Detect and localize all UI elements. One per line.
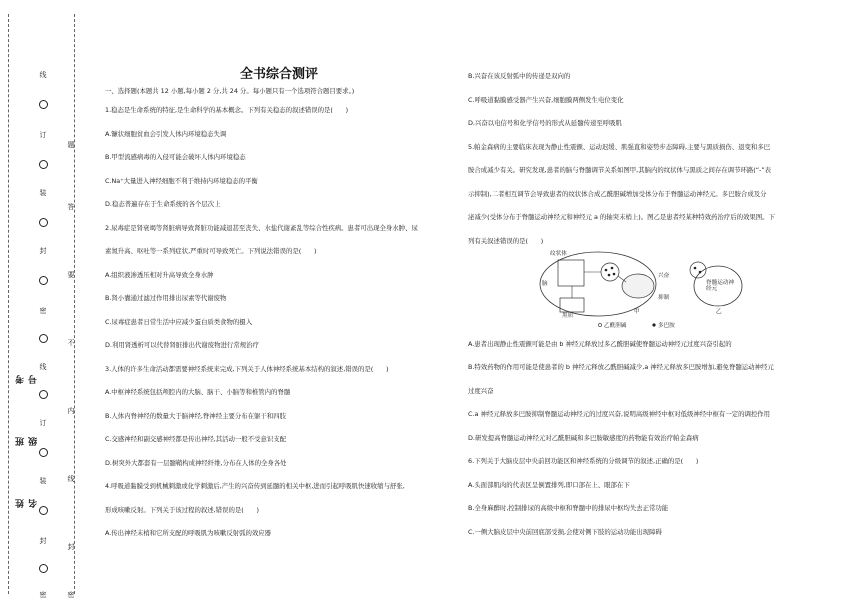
fig-caption-dopamine: 多巴胺 [658, 322, 675, 329]
seal-char: 密 [39, 307, 47, 315]
question-line: D.研发提高脊髓运动神经元对乙酰胆碱和多巴胺敏感度的药物能有效治疗帕金森病 [468, 433, 699, 442]
seal-char: 装 [39, 477, 47, 485]
note-char: 封 [67, 543, 75, 551]
section-heading: 一、选择题(本题共 12 小题,每小题 2 分,共 24 分。每小题只有一个选项符合题目要求。) [105, 87, 355, 95]
question-line: A.传出神经末梢和它所支配的呼吸肌为咳嗽反射弧的效应器 [105, 529, 272, 537]
note-char: 密 [67, 591, 75, 599]
fig-label-jia: 甲 [634, 308, 640, 315]
question-line: A.组织液渗透压相对升高导致全身水肿 [105, 270, 214, 279]
question-line: 6.下列关于大脑皮层中央前回功能区和神经系统的分级调节的叙述,正确的是( ) [468, 457, 699, 465]
question-line: D.树突外大都套有一层髓鞘构成神经纤维,分布在人体的全身各处 [105, 458, 287, 467]
seal-char: 封 [39, 247, 47, 255]
spinal-motor-neuron-icon [622, 274, 654, 298]
question-line: A.镰状细胞贫血会引发人体内环境稳态失调 [105, 129, 227, 138]
question-line: 泌减少(受体分布于脊髓运动神经元和神经元 a 的轴突末梢上)。图乙是患者经某种特效药治疗后的效果图。下 [468, 213, 775, 221]
question-line: B.肾小囊通过滤过作用排出尿素等代谢废物 [105, 294, 227, 302]
question-line: B.甲型流感病毒的入侵可能会破坏人体内环境稳态 [105, 153, 246, 161]
binding-hole-icon [39, 334, 48, 343]
question-line: A.头面部肌肉的代表区呈倒置排列,即口部在上、眼部在下 [468, 480, 630, 489]
binding-hole-icon [39, 506, 48, 515]
question-line: C.尿毒症患者日常生活中应减少蛋白质类食物的摄入 [105, 317, 253, 326]
dashed-line-inner [74, 14, 75, 594]
dashed-line-outer [8, 14, 9, 594]
striatum-box [558, 260, 584, 286]
question-line: 过度兴奋 [468, 386, 494, 395]
fig-label-excite: 兴奋 [658, 272, 670, 279]
fig-label-brain: 脑 [542, 280, 548, 287]
question-line: A.中枢神经系统包括颅腔内的大脑、脑干、小脑等和椎管内的脊髓 [105, 388, 291, 396]
class-label: 班级 [16, 437, 39, 446]
left-column [105, 60, 453, 553]
right-column [468, 72, 820, 551]
question-line: 4.呼吸道黏膜受到机械刺激或化学刺激后,产生的兴奋传到延髓的相关中枢,进而引起呼吸肌快速收缩与舒张, [105, 482, 405, 490]
question-line: C.交感神经和副交感神经都是传出神经,其活动一般不受意识支配 [105, 435, 287, 443]
note-char: 内 [67, 407, 75, 415]
note-char: 题 [67, 141, 75, 149]
question-line: 示抑制),二者相互调节会导致患者的纹状体合成乙酰胆碱增加受体分布于脊髓运动神经元。多巴胺合成及分 [468, 189, 767, 198]
note-char: 不 [67, 339, 75, 347]
question-line: D.兴奋以电信号和化学信号的形式从延髓传递至呼吸肌 [468, 119, 622, 127]
fig-label-yi: 乙 [716, 308, 722, 315]
question-line: D.稳态普遍存在于生命系统的各个层次上 [105, 200, 221, 208]
note-char: 答 [67, 203, 75, 211]
question-line: B.全身麻醉时,控制排尿的高级中枢和脊髓中的排尿中枢均失去正常功能 [468, 504, 669, 512]
page-title: 全书综合测评 [239, 67, 318, 82]
question-line: 形成咳嗽反射。下列关于该过程的叙述,错误的是( ) [105, 505, 260, 514]
note-char: 线 [67, 475, 75, 483]
dopamine-legend-icon [652, 323, 655, 326]
question-line: 3.人体的许多生命活动都需要神经系统来完成,下列关于人体神经系统基本结构的叙述,错误的是( ) [105, 364, 389, 373]
question-line: 1.稳态是生命系统的特征,是生命科学的基本概念。下列有关稳态的叙述错误的是( ) [105, 106, 349, 114]
question-line: B.兴奋在该反射弧中的传递是双向的 [468, 72, 571, 80]
question-line: 5.帕金森病的主要临床表现为静止性震颤、运动迟缓、肌强直和姿势步态障碍,主要与黑质损伤、退变和多巴 [468, 142, 771, 151]
question-line: 胺合成减少有关。研究发现,患者的脑与脊髓调节关系如图甲,其脑内的纹状体与黑质之间存在调节环路(“-”表 [468, 166, 772, 174]
seal-char: 订 [39, 419, 47, 427]
binding-hole-icon [39, 448, 48, 457]
brain-spinal-figure [538, 250, 758, 330]
binding-margin [0, 0, 100, 608]
question-line: B.人体内脊神经的数量大于脑神经,脊神经主要分布在躯干和四肢 [105, 411, 286, 420]
seal-char: 订 [39, 131, 47, 139]
question-line: 素氮升高、呕吐等一系列症状,严重时可导致死亡。下列说法错误的是( ) [105, 247, 317, 255]
question-line: C.一侧大脑皮层中央前回底部受损,会使对侧下肢的运动功能出现障碍 [468, 527, 662, 536]
question-line: 2.尿毒症是肾衰竭等肾脏病导致肾脏功能减退甚至丧失、水盐代谢紊乱等综合性疾病。患者可出现全身水肿、尿 [105, 223, 418, 232]
binding-hole-icon [39, 160, 48, 169]
question-line: C.呼吸道黏膜感受器产生兴奋,细胞膜两侧发生电位变化 [468, 95, 624, 104]
fig-label-inhibit: 抑制 [658, 294, 670, 301]
name-label: 姓名 [16, 499, 39, 508]
binding-hole-icon [39, 390, 48, 399]
binding-hole-icon [39, 100, 48, 109]
fig-caption-acetylcholine: 乙酰胆碱 [604, 322, 627, 329]
binding-hole-icon [39, 218, 48, 227]
question-line: C.a 神经元释放多巴胺抑制脊髓运动神经元的过度兴奋,说明高级神经中枢对低级神经中枢有一定的调控作用 [468, 410, 771, 418]
neuron-a-icon [601, 263, 619, 281]
binding-hole-icon [39, 564, 48, 573]
note-char: 要 [67, 271, 75, 279]
fig-label-motor-neuron: 脊髓运动神经元 [706, 279, 734, 292]
seal-char: 装 [39, 189, 47, 197]
question-line: A.患者出现静止性震颤可能是由 b 神经元释放过多乙酰胆碱使脊髓运动神经元过度兴奋引起的 [468, 339, 732, 348]
acetylcholine-legend-icon [598, 323, 601, 326]
fig-label-nigra: 黑质 [562, 312, 574, 319]
exam-number-label: 考号 [16, 375, 39, 384]
binding-hole-icon [39, 276, 48, 285]
seal-char: 线 [39, 71, 47, 79]
question-line: B.特效药物的作用可能是使患者的 b 神经元释放乙酰胆碱减少,a 神经元释放多巴胺增加,避免脊髓运动神经元 [468, 363, 774, 371]
question-line: D.利用肾透析可以代替肾脏排出代谢废物进行常规治疗 [105, 341, 259, 349]
question-line: 列有关叙述错误的是( ) [468, 236, 544, 245]
seal-char: 密 [39, 591, 47, 599]
seal-char: 封 [39, 537, 47, 545]
fig-label-striatum: 纹状体 [550, 250, 567, 257]
question-line: C.Na⁺大量进入神经细胞不利于维持内环境稳态的平衡 [105, 176, 258, 185]
seal-line-column [36, 60, 50, 600]
seal-char: 线 [39, 363, 47, 371]
